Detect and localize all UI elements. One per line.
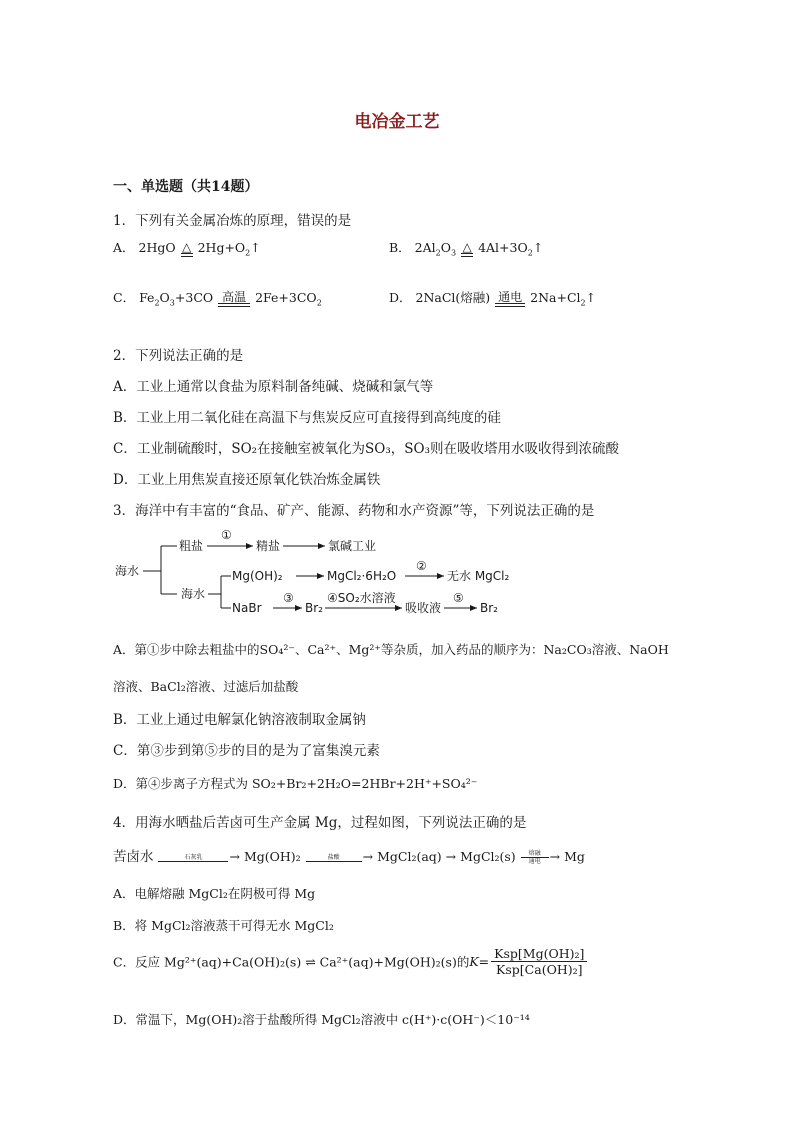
q1-a-rhs: 2Hg+O xyxy=(197,240,246,255)
q1-b-label: B． xyxy=(389,240,411,255)
q4-c-k: K= xyxy=(469,954,490,969)
q1-option-b: B． $2Al_2O_3$ △ $4Al+3O_2↑$ xyxy=(389,239,544,258)
q4-option-d: D．常温下，Mg(OH)₂溶于盐酸所得 MgCl₂溶液中 c(H⁺)·c(OH⁻)＜10⁻¹⁴ xyxy=(113,1012,530,1027)
q1-a-lhs: 2HgO xyxy=(138,240,176,255)
flow-p2: MgCl₂(aq) xyxy=(377,849,442,864)
q1-d-lhs: 2NaCl(熔融) xyxy=(415,290,491,305)
diagram-seawater: 海水 xyxy=(115,564,140,578)
diagram-nabr: NaBr xyxy=(232,601,262,615)
diagram-br2-final: Br₂ xyxy=(480,601,498,615)
q1-c-lhs: Fe xyxy=(139,290,155,305)
flow-p3: MgCl₂(s) xyxy=(460,849,516,864)
q1-stem: 1．下列有关金属冶炼的原理，错误的是 xyxy=(113,213,352,229)
q4-c-text: C．反应 Mg²⁺(aq)+Ca(OH)₂(s) ⇌ Ca²⁺(aq)+Mg(OH)₂(s)的 xyxy=(113,954,470,970)
diagram-step2: ② xyxy=(416,559,427,573)
q3-option-c: C．第③步到第⑤步的目的是为了富集溴元素 xyxy=(113,743,380,759)
flow-reagent3: 通电 xyxy=(528,857,541,865)
q1-d-condition: 通电 xyxy=(498,289,523,304)
flow-reagent1: 石灰乳 xyxy=(184,853,203,861)
diagram-refined-salt: 精盐 xyxy=(256,539,281,553)
q1-a-label: A． xyxy=(113,240,135,255)
page-title: 电冶金工艺 xyxy=(354,112,440,132)
section-header: 一、单选题（共14题） xyxy=(113,179,259,195)
q1-option-d: D． 2NaCl(熔融) 通电 $2Na+Cl_2↑$ xyxy=(389,289,597,308)
diagram-step4: ④SO₂水溶液 xyxy=(327,591,396,605)
diagram-anhydrous: 无水 MgCl₂ xyxy=(447,569,510,583)
q2-option-a: A．工业上通常以食盐为原料制备纯碱、烧碱和氯气等 xyxy=(113,379,434,395)
diagram-step1: ① xyxy=(221,528,232,542)
diagram-br2: Br₂ xyxy=(305,601,323,615)
q1-b-condition: △ xyxy=(462,239,472,254)
diagram-step5: ⑤ xyxy=(453,591,464,605)
diagram-absorb: 吸收液 xyxy=(405,601,442,615)
flow-arrow: → xyxy=(445,849,457,864)
q4-c-fraction xyxy=(491,946,587,977)
q4-option-c xyxy=(113,946,587,977)
q4-process-flow: 苦卤水 石灰乳 → Mg(OH)₂ 盐酸 → MgCl₂(aq) → MgCl₂(s) 熔融 通电 → Mg xyxy=(113,849,585,865)
q3-stem: 3．海洋中有丰富的“食品、矿产、能源、药物和水产资源”等，下列说法正确的是 xyxy=(113,503,595,519)
diagram-mgoh2: Mg(OH)₂ xyxy=(232,569,283,583)
q1-c-condition: 高温 xyxy=(222,289,247,304)
diagram-crude-salt: 粗盐 xyxy=(179,539,204,553)
q3-option-a-line1: A．第①步中除去粗盐中的SO₄²⁻、Ca²⁺、Mg²⁺等杂质，加入药品的顺序为：Na₂CO₃溶液、NaOH xyxy=(113,642,669,657)
q1-d-label: D． xyxy=(389,290,412,305)
q1-c-label: C． xyxy=(113,290,136,305)
q3-option-b: B．工业上通过电解氯化钠溶液制取金属钠 xyxy=(113,712,366,728)
q1-c-rhs: 2Fe+3CO xyxy=(255,290,317,305)
flow-p1: Mg(OH)₂ xyxy=(243,849,301,864)
q2-stem: 2．下列说法正确的是 xyxy=(113,348,244,364)
flow-p4: Mg xyxy=(564,849,585,864)
flow-start: 苦卤水 xyxy=(113,849,154,865)
q1-option-a: A． 2HgO △ $2Hg+O_2↑$ xyxy=(113,239,261,258)
diagram-mgcl2-hydrate: MgCl₂·6H₂O xyxy=(327,569,397,583)
q3-option-d: D．第④步离子方程式为 SO₂+Br₂+2H₂O=2HBr+2H⁺+SO₄²⁻ xyxy=(113,776,478,791)
diagram-seawater2: 海水 xyxy=(181,587,206,601)
flow-reagent2: 盐酸 xyxy=(327,853,340,861)
diagram-step3: ③ xyxy=(283,591,294,605)
q1-a-condition: △ xyxy=(181,239,192,254)
q1-b-rhs: 4Al+3O xyxy=(478,240,528,255)
q2-option-c: C．工业制硫酸时，SO₂在接触室被氧化为SO₃，SO₃则在吸收塔用水吸收得到浓硫酸 xyxy=(113,441,620,457)
seawater-resource-diagram xyxy=(113,528,513,620)
q4-option-b: B．将 MgCl₂溶液蒸干可得无水 MgCl₂ xyxy=(113,918,334,933)
q3-option-a-line2: 溶液、BaCl₂溶液、过滤后加盐酸 xyxy=(113,679,299,694)
q2-option-d: D．工业上用焦炭直接还原氧化铁冶炼金属铁 xyxy=(113,472,381,488)
q2-option-b: B．工业上用二氧化硅在高温下与焦炭反应可直接得到高纯度的硅 xyxy=(113,410,501,426)
q1-option-c: C． $Fe_2O_3+3CO$ 高温 $2Fe+3CO_2$ xyxy=(113,289,322,308)
q4-option-a: A．电解熔融 MgCl₂在阴极可得 Mg xyxy=(113,886,316,901)
q4-stem: 4．用海水晒盐后苦卤可生产金属 Mg，过程如图，下列说法正确的是 xyxy=(113,815,527,831)
q4-c-denominator: Ksp[Ca(OH)₂] xyxy=(496,962,583,977)
q4-c-numerator: Ksp[Mg(OH)₂] xyxy=(491,946,587,962)
diagram-chlor-alkali: 氯碱工业 xyxy=(328,539,377,553)
q1-b-lhs: 2Al xyxy=(414,240,436,255)
q1-d-rhs: 2Na+Cl xyxy=(530,290,581,305)
